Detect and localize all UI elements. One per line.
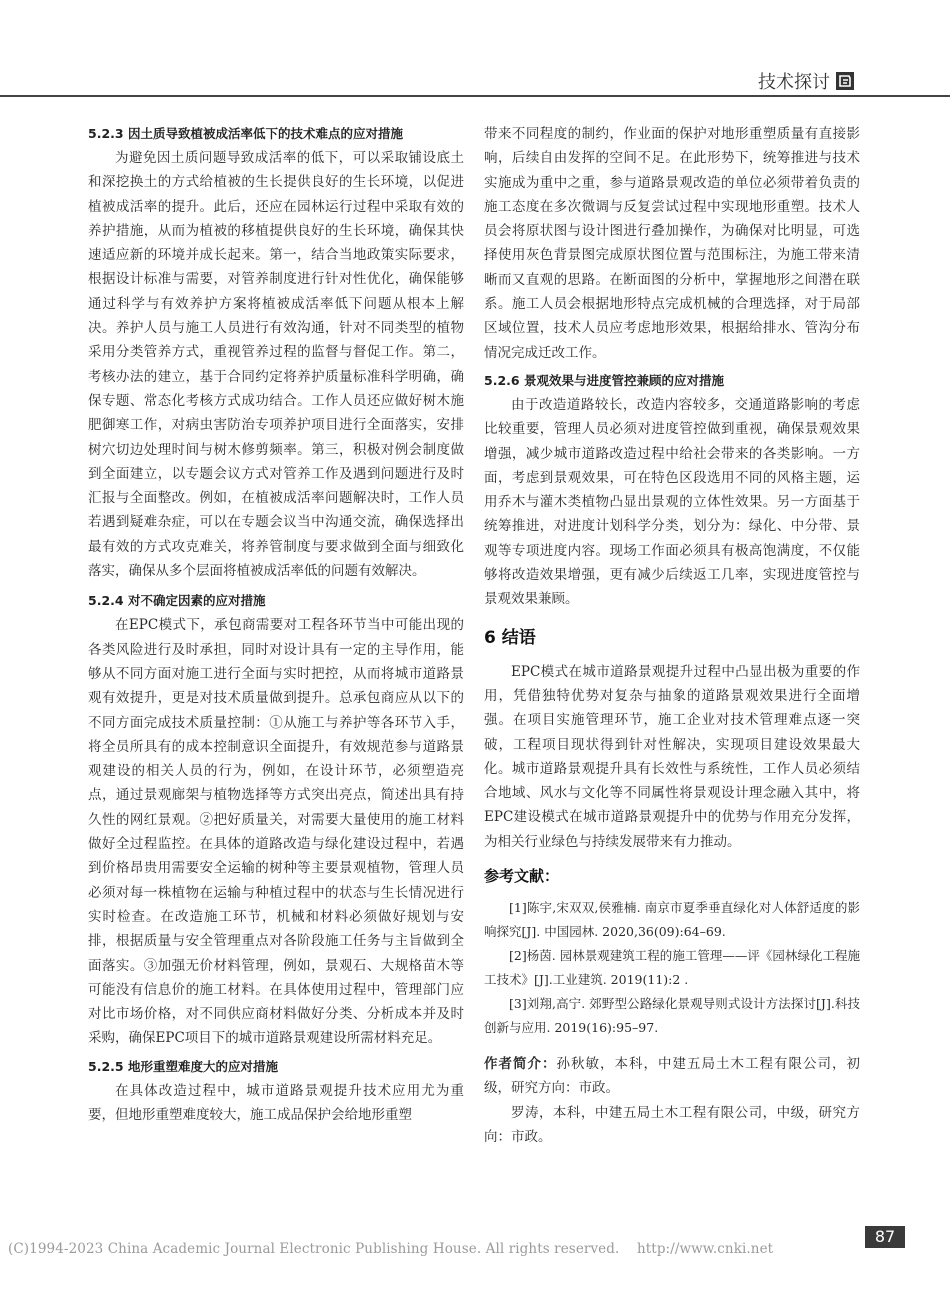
paragraph-5-2-5-continued: 带来不同程度的制约，作业面的保护对地形重塑质量有直接影响，后续自由发挥的空间不足。在此形势下，统筹推进与技术实施成为重中之重，参与道路景观改造的单位必须带着负责的施工态度在多次微调与反复尝试过程中实现地形重塑。技术人员会将原状图与设计图进行叠加操作，为确保对比明显，可选择使用灰色背景图完成原状图位置与范围标注，为施工带来清晰而又直观的思路。在断面图的分析中，掌握地形之间潜在联系。施工人员会根据地形特点完成机械的合理选择，对于局部区域位置，技术人员应考虑地形效果，根据给排水、管沟分布情况完成迁改工作。 xyxy=(484,126,860,361)
references-heading: 参考文献： xyxy=(484,867,560,886)
author-1-info: 孙秋敏，本科，中建五局土木工程有限公司，初级，研究方向：市政。 xyxy=(484,1056,860,1097)
author-2-info: 罗涛，本科，中建五局土木工程有限公司，中级，研究方向：市政。 xyxy=(484,1104,860,1145)
author-bio-label: 作者简介： xyxy=(484,1056,557,1073)
left-column xyxy=(88,122,464,1127)
paragraph-conclusion: EPC模式在城市道路景观提升过程中凸显出极为重要的作用，凭借独特优势对复杂与抽象的道路景观效果进行全面增强。在项目实施管理环节，施工企业对技术管理难点逐一突破，工程项目现状得到针对性解决，实现项目建设效果最大化。城市道路景观提升具有长效性与系统性，工作人员必须结合地域、风水与文化等不同属性将景观设计理念融入其中，将EPC建设模式在城市道路景观提升中的优势与作用充分发挥，为相关行业绿色与持续发展带来有力推动。 xyxy=(484,663,860,850)
copyright-notice: (C)1994-2023 China Academic Journal Electronic Publishing House. All rights reserved. http://www.cnki.net xyxy=(8,1241,774,1257)
heading-conclusion: 6 结语 xyxy=(484,627,536,648)
section-label: 技术探讨 xyxy=(758,72,830,93)
paragraph-5-2-3: 为避免因土质问题导致成活率的低下，可以采取铺设底土和深挖换土的方式给植被的生长提供良好的生长环境，以促进植被成活率的提升。此后，还应在园林运行过程中采取有效的养护措施，从而为植被的移植提供良好的生长环境，确保其快速适应新的环境并成长起来。第一，结合当地政策实际要求，根据设计标准与需要，对管养制度进行针对性优化，确保能够通过科学与有效养护方案将植被成活率低下问题从根本上解决。养护人员与施工人员进行有效沟通，针对不同类型的植物采用分类管养方式，重视管养过程的监督与督促工作。第二，考核办法的建立，基于合同约定将养护质量标准科学明确，确保专题、常态化考核方式成功结合。工作人员还应做好树木施肥御寒工作，对病虫害防治专项养护项目进行全面落实，安排树穴切边处理时间与树木修剪频率。第三，积极对例会制度做到全面建立，以专题会议方式对管养工作及遇到问题进行及时汇报与全面整改。例如，在植被成活率问题解决时，工作人员若遇到疑难杂症，可以在专题会议当中沟通交流，确保选择出最有效的方式攻克难关，将养管制度与要求做到全面与细致化落实，确保从多个层面将植被成活率低的问题有效解决。 xyxy=(88,150,464,580)
author-bio xyxy=(484,1052,860,1149)
heading-5-2-6: 5.2.6 景观效果与进度管控兼顾的应对措施 xyxy=(484,372,724,388)
reference-item: [1]陈宇,宋双双,侯雅楠. 南京市夏季垂直绿化对人体舒适度的影响探究[J]. 中国园林. 2020,36(09):64–69. xyxy=(484,900,860,940)
running-header xyxy=(758,68,854,94)
reference-item: [2]杨茵. 园林景观建筑工程的施工管理——评《园林绿化工程施工技术》[J].工业建筑. 2019(11):2 . xyxy=(484,948,860,988)
references-list xyxy=(484,896,860,1040)
page-number: 87 xyxy=(865,1226,905,1248)
heading-5-2-4: 5.2.4 对不确定因素的应对措施 xyxy=(88,593,266,609)
right-column xyxy=(484,122,860,1149)
heading-5-2-5: 5.2.5 地形重塑难度大的应对措施 xyxy=(88,1058,278,1074)
document-logo-icon xyxy=(836,72,854,90)
header-rule xyxy=(0,95,950,97)
paragraph-5-2-4: 在EPC模式下，承包商需要对工程各环节当中可能出现的各类风险进行及时承担，同时对设计具有一定的主导作用，能够从不同方面对施工进行全面与实时把控，从而将城市道路景观有效提升，更是对技术质量做到提升。总承包商应从以下的不同方面完成技术质量控制：①从施工与养护等各环节入手，将全员所具有的成本控制意识全面提升，有效规范参与道路景观建设的相关人员的行为，例如，在设计环节，必须塑造亮点，通过景观廊架与植物选择等方式突出亮点，简述出具有持久性的网红景观。②把好质量关，对需要大量使用的施工材料做好全过程监控。在具体的道路改造与绿化建设过程中，若遇到价格昂贵用需要安全运输的树种等主要景观植物，管理人员必须对每一株植物在运输与种植过程中的状态与生长情况进行实时检查。在改造施工环节，机械和材料必须做好规划与安排，根据质量与安全管理重点对各阶段施工任务与主旨做到全面落实。③加强无价材料管理，例如，景观石、大规格苗木等可能没有信息价的施工材料。在具体使用过程中，管理部门应对比市场价格，对不同供应商材料做好分类、分析成本并及时采购，确保EPC项目下的城市道路景观建设所需材料充足。 xyxy=(88,617,464,1047)
paragraph-5-2-5-start: 在具体改造过程中，城市道路景观提升技术应用尤为重要，但地形重塑难度较大，施工成品保护会给地形重塑 xyxy=(88,1082,464,1123)
reference-item: [3]刘翔,高宁. 郊野型公路绿化景观导则式设计方法探讨[J].科技创新与应用. 2019(16):95–97. xyxy=(484,996,860,1036)
heading-5-2-3: 5.2.3 因土质导致植被成活率低下的技术难点的应对措施 xyxy=(88,126,403,141)
author-bio-line-1 xyxy=(484,1052,860,1101)
paragraph-5-2-6: 由于改造道路较长，改造内容较多，交通道路影响的考虑比较重要，管理人员必须对进度管控做到重视，确保景观效果增强，减少城市道路改造过程中给社会带来的各类影响。一方面，考虑到景观效果，可在特色区段选用不同的风格主题，运用乔木与灌木类植物凸显出景观的立体性效果。另一方面基于统筹推进，对进度计划科学分类，划分为：绿化、中分带、景观等专项进度内容。现场工作面必须具有极高饱满度，不仅能够将改造效果增强，更有减少后续返工几率，实现进度管控与景观效果兼顾。 xyxy=(484,396,860,608)
